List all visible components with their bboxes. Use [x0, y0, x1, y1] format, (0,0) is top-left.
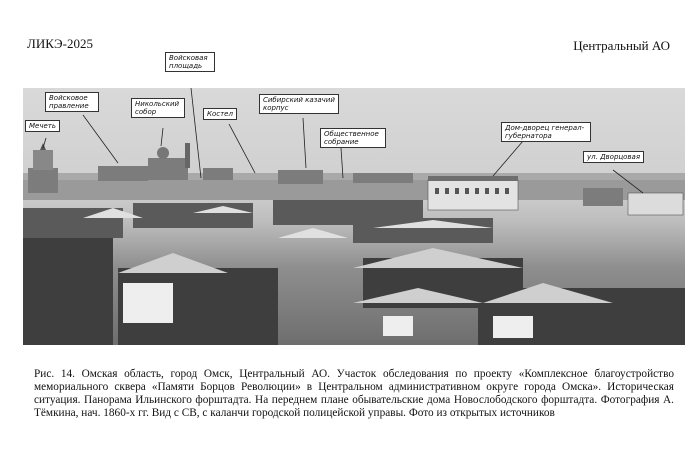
label-nikolsky-cathedral	[131, 98, 185, 118]
label-public-assembly-text: Общественное собрание	[324, 130, 379, 146]
label-nikolsky-cathedral-text: Никольский собор	[135, 100, 180, 116]
header-left-title: ЛИКЭ-2025	[27, 36, 93, 51]
label-palace	[501, 122, 591, 142]
label-siberian-cossack-text: Сибирский казачий корпус	[263, 96, 335, 112]
figure-caption: Рис. 14. Омская область, город Омск, Центральный АО. Участок обследования по проекту «Комплексное благоустройство мемориального сквера «Памяти Борцов Революции» в Центральном административном округе города Омска». Историческая ситуация. Панорама Ильинского форштадта. На переднем плане обывательские дома Новослободского форштадта. Фотография А. Тёмкина, нач. 1860-х гг. Вид с СВ, с каланчи городской полицейской управы. Фото из открытых источников	[34, 368, 674, 419]
label-military-admin-text: Войсковое правление	[49, 94, 89, 110]
label-street: ул. Дворцовая	[583, 151, 644, 163]
label-siberian-cossack	[259, 94, 339, 114]
label-military-square	[165, 52, 215, 72]
label-public-assembly	[320, 128, 386, 148]
label-military-square-text: Войсковая площадь	[169, 54, 208, 70]
label-kostel: Костел	[203, 108, 237, 120]
label-mosque: Мечеть	[25, 120, 60, 132]
label-palace-text: Дом-дворец генерал-губернатора	[505, 124, 585, 140]
header-right-title: Центральный АО	[573, 38, 670, 53]
historic-panorama-photo	[23, 54, 685, 345]
label-military-admin	[45, 92, 99, 112]
